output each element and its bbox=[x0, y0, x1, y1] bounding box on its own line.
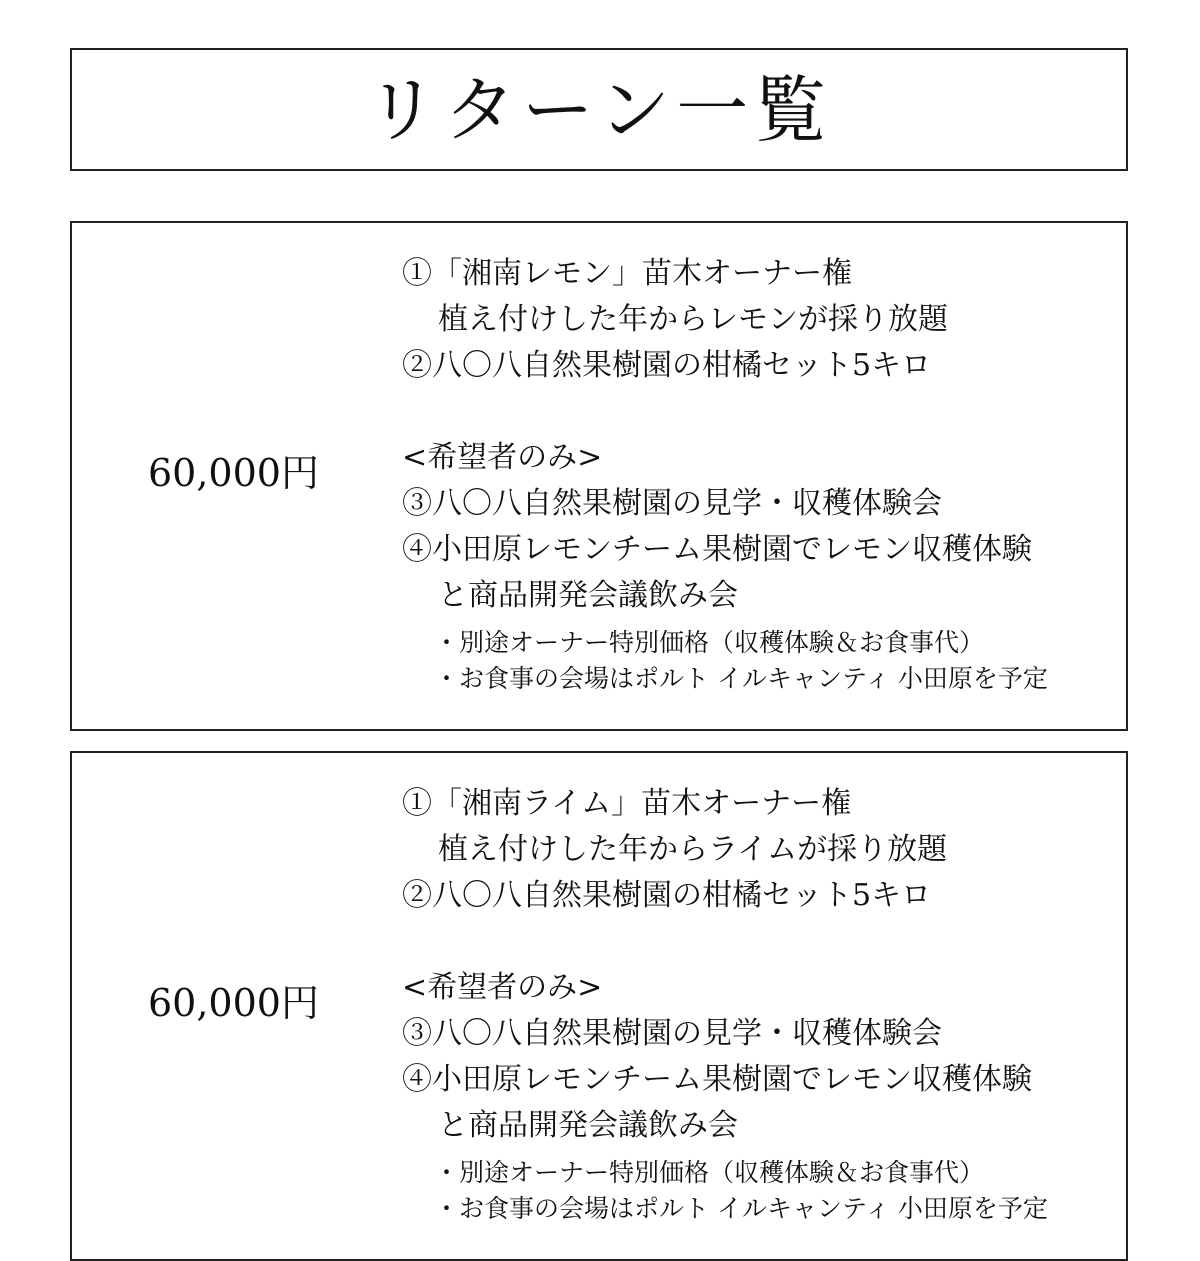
return-item-orchard-tour: ③八〇八自然果樹園の見学・収穫体験会 bbox=[402, 486, 942, 521]
return-description bbox=[402, 251, 1122, 697]
return-item-owner-right: ①「湘南ライム」苗木オーナー権 bbox=[402, 786, 852, 821]
return-note: ・別途オーナー特別価格（収穫体験＆お食事代） bbox=[434, 1158, 985, 1187]
return-item-harvest-detail: と商品開発会議飲み会 bbox=[438, 578, 738, 613]
spacer bbox=[402, 389, 1122, 435]
return-card bbox=[70, 751, 1128, 1261]
spacer bbox=[402, 919, 1122, 965]
return-item-harvest-experience: ④小田原レモンチーム果樹園でレモン収穫体験 bbox=[402, 1062, 1032, 1097]
return-item-citrus-set: ②八〇八自然果樹園の柑橘セット5キロ bbox=[402, 878, 932, 913]
return-description bbox=[402, 781, 1122, 1227]
return-optional-heading: <希望者のみ> bbox=[402, 440, 603, 475]
return-optional-heading: <希望者のみ> bbox=[402, 970, 603, 1005]
return-item-owner-right: ①「湘南レモン」苗木オーナー権 bbox=[402, 256, 852, 291]
return-item-orchard-tour: ③八〇八自然果樹園の見学・収穫体験会 bbox=[402, 1016, 942, 1051]
return-item-owner-detail: 植え付けした年からライムが採り放題 bbox=[438, 832, 948, 867]
page-title: リターン一覧 bbox=[365, 67, 833, 152]
return-item-harvest-detail: と商品開発会議飲み会 bbox=[438, 1108, 738, 1143]
return-note: ・お食事の会場はポルト イルキャンティ 小田原を予定 bbox=[434, 1194, 1048, 1223]
return-card bbox=[70, 221, 1128, 731]
page-title-box bbox=[70, 48, 1128, 171]
return-item-harvest-experience: ④小田原レモンチーム果樹園でレモン収穫体験 bbox=[402, 532, 1032, 567]
return-item-owner-detail: 植え付けした年からレモンが採り放題 bbox=[438, 302, 948, 337]
return-price: 60,000円 bbox=[148, 451, 319, 495]
return-note: ・お食事の会場はポルト イルキャンティ 小田原を予定 bbox=[434, 664, 1048, 693]
return-note: ・別途オーナー特別価格（収穫体験＆お食事代） bbox=[434, 628, 985, 657]
return-item-citrus-set: ②八〇八自然果樹園の柑橘セット5キロ bbox=[402, 348, 932, 383]
return-price: 60,000円 bbox=[148, 981, 319, 1025]
